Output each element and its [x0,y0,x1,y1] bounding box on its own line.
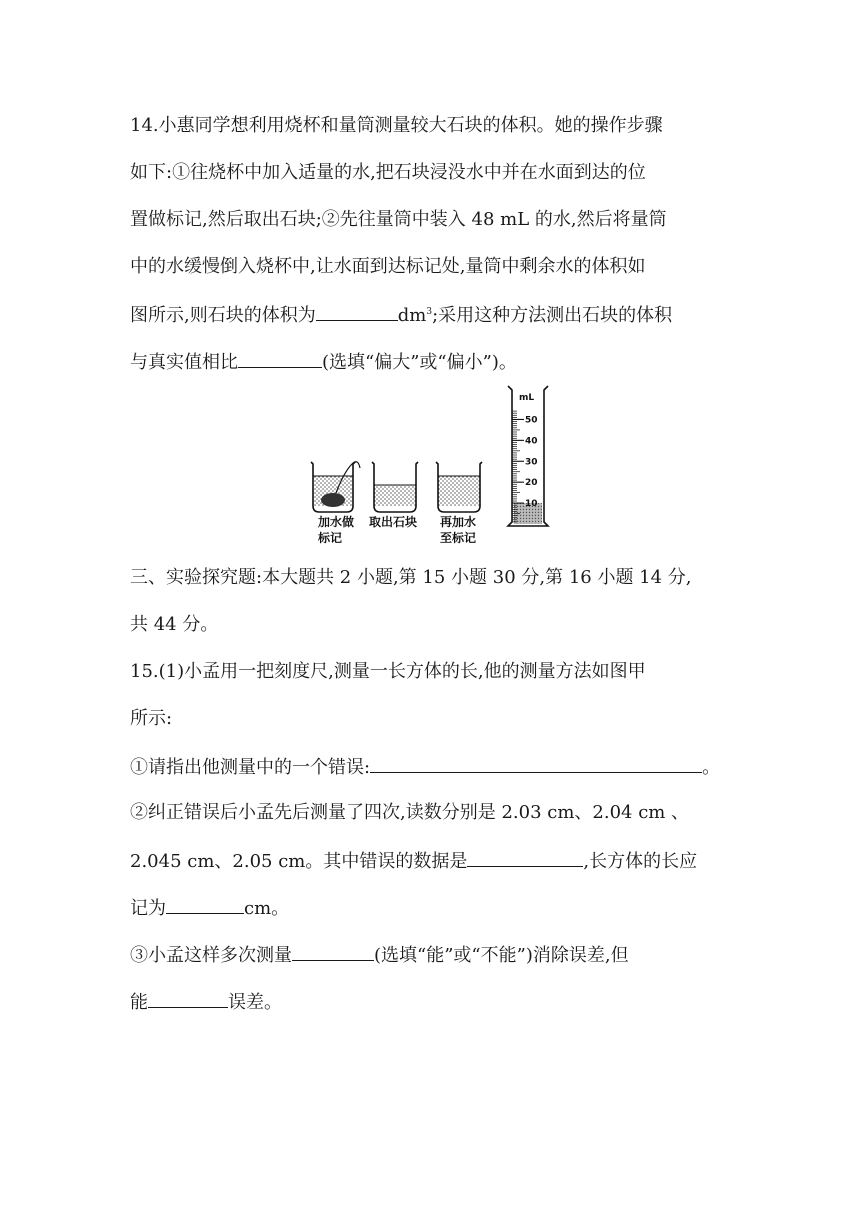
answer-blank-stone-volume[interactable] [316,302,398,321]
answer-blank-compare[interactable] [238,349,322,368]
answer-blank-error[interactable] [370,754,702,773]
q15-item-3-line-2-text: 能 [130,992,148,1013]
stone [321,493,345,507]
graduated-cylinder [508,386,548,526]
beaker-1-with-stone [311,462,360,545]
beaker-cylinder-figure [300,382,560,550]
q15-item-2-line-1: ②纠正错误后小孟先后测量了四次,读数分别是 2.03 cm、2.04 cm 、 [130,802,690,823]
q15-item-2-line-2-tail: ,长方体的长应 [583,851,698,872]
q14-line-5 [130,302,770,328]
q15-item-3-line-1 [130,942,770,968]
q15-item-2-line-3-text: 记为 [130,898,166,919]
q14-line-6 [130,349,770,375]
section-3-line-2: 共 44 分。 [130,614,219,635]
q14-line-4: 中的水缓慢倒入烧杯中,让水面到达标记处,量筒中剩余水的体积如 [130,256,646,277]
q15-item-2-line-2 [130,848,770,874]
caption-beaker-1-line-2: 标记 [318,531,343,545]
cylinder-scale [512,411,538,522]
q15-item-3-line-1-tail: (选填“能”或“不能”)消除误差,但 [374,945,629,966]
caption-beaker-2: 取出石块 [369,515,418,529]
q14-line-5-tail: ;采用这种方法测出石块的体积 [432,305,673,326]
q14-line-2: 如下:①往烧杯中加入适量的水,把石块浸没水中并在水面到达的位 [130,162,646,183]
section-3-line-1: 三、实验探究题:本大题共 2 小题,第 15 小题 30 分,第 16 小题 14 分, [130,567,692,588]
q15-item-2-line-2-text: 2.045 cm、2.05 cm。其中错误的数据是 [130,851,468,872]
q15-item-2-line-3-tail: cm。 [244,898,290,919]
q15-item-2-line-3 [130,895,770,921]
cylinder-tick-label: 10 [525,499,538,510]
caption-beaker-3-line-2: 至标记 [440,531,477,545]
caption-beaker-1-line-1: 加水做 [318,515,355,529]
q15-item-1-tail: 。 [702,757,721,778]
answer-blank-reduce[interactable] [148,989,228,1008]
q14-line-6-tail: (选填“偏大”或“偏小”)。 [322,352,517,373]
q15-item-3-line-2 [130,989,770,1015]
q15-line-2: 所示: [130,708,173,729]
answer-blank-wrong-data[interactable] [467,848,583,867]
cylinder-unit-label: mL [519,393,535,403]
figure-svg [300,382,560,550]
cylinder-tick-label: 30 [525,457,538,468]
cylinder-tick-label: 40 [525,436,538,447]
q15-line-1: 15.(1)小孟用一把刻度尺,测量一长方体的长,他的测量方法如图甲 [130,661,646,682]
beaker-3-water [438,476,480,506]
beaker-2-stone-removed [369,462,418,529]
beaker-3-refilled [436,462,482,545]
q15-item-1-text: ①请指出他测量中的一个错误: [130,757,371,778]
cylinder-tick-label: 20 [525,478,538,489]
q14-line-3: 置做标记,然后取出石块;②先往量筒中装入 48 mL 的水,然后将量筒 [130,209,667,230]
q15-item-3-line-1-text: ③小孟这样多次测量 [130,945,292,966]
q15-item-1 [130,754,770,780]
unit-exponent: 3 [426,307,433,317]
q14-line-1: 14.小惠同学想利用烧杯和量筒测量较大石块的体积。她的操作步骤 [130,115,663,136]
answer-blank-length[interactable] [166,895,244,914]
q14-line-5-text: 图所示,则石块的体积为 [130,305,316,326]
caption-beaker-3-line-1: 再加水 [440,515,477,529]
beaker-2-water [374,485,416,506]
unit-dm: dm [397,305,427,326]
answer-blank-eliminate[interactable] [292,942,374,961]
q15-item-3-line-2-tail: 误差。 [228,992,282,1013]
cylinder-tick-label: 50 [525,415,538,426]
q14-line-6-text: 与真实值相比 [130,352,238,373]
